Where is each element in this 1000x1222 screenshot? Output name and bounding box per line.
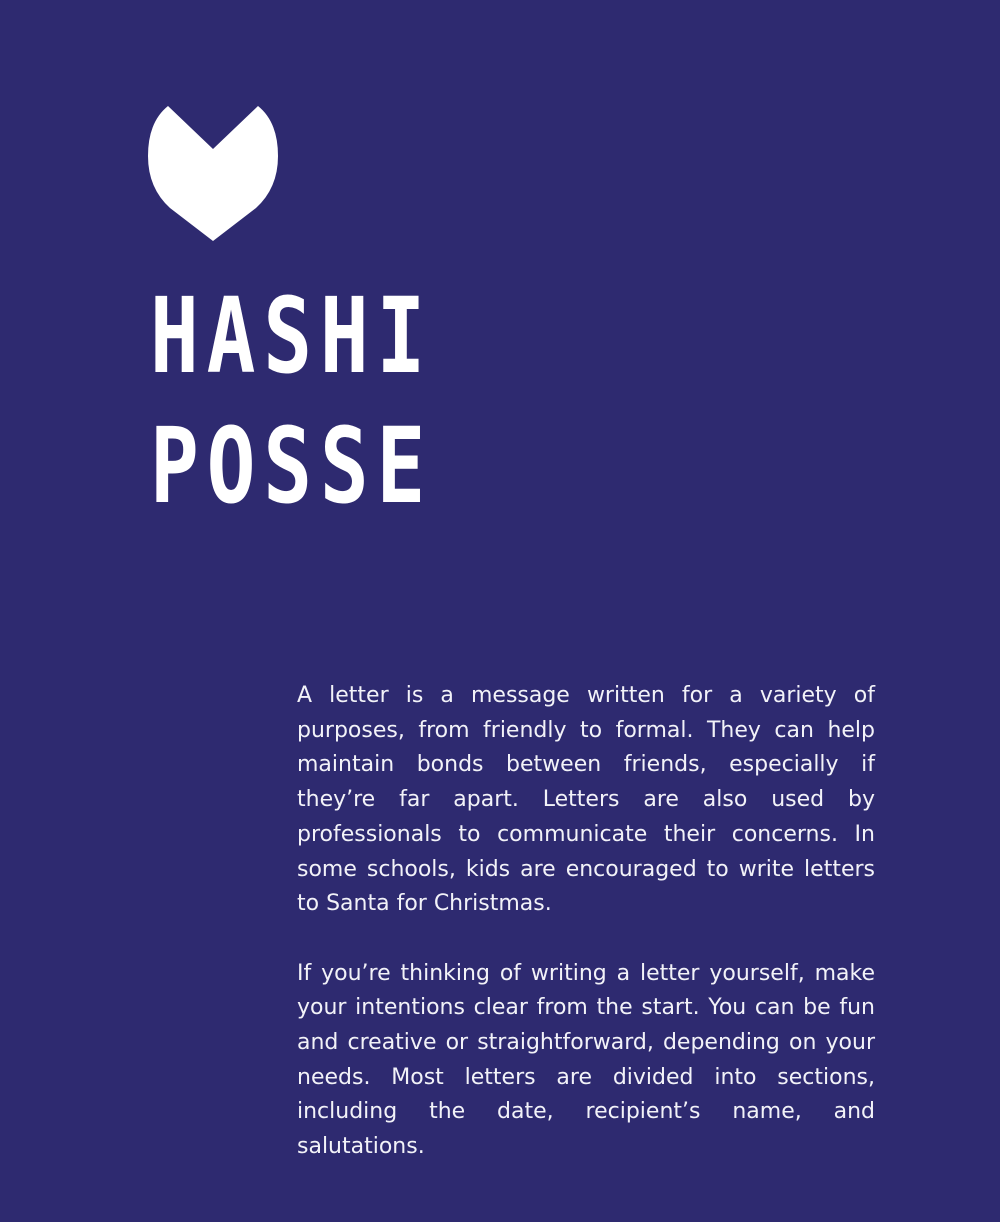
paragraph-2: If you’re thinking of writing a letter yourself, make your intentions clear from the start. You can be fun and creative or straightforward, depending on your needs. Most letters are divided into sections, including the date, recipient’s name, and salutations. bbox=[297, 960, 875, 1160]
paragraph-1: A letter is a message written for a variety of purposes, from friendly to formal. They can help maintain bonds between friends, especially if they’re far apart. Letters are also used by professionals to communicate their concerns. In some schools, kids are encouraged to write letters to Santa for Christmas. bbox=[297, 683, 875, 917]
brand-wordmark bbox=[150, 275, 434, 544]
body-text bbox=[297, 679, 875, 1165]
heart-icon bbox=[148, 104, 278, 241]
brand-line-1: HASHI bbox=[150, 275, 434, 397]
brand-line-2: POSSE bbox=[150, 405, 434, 527]
